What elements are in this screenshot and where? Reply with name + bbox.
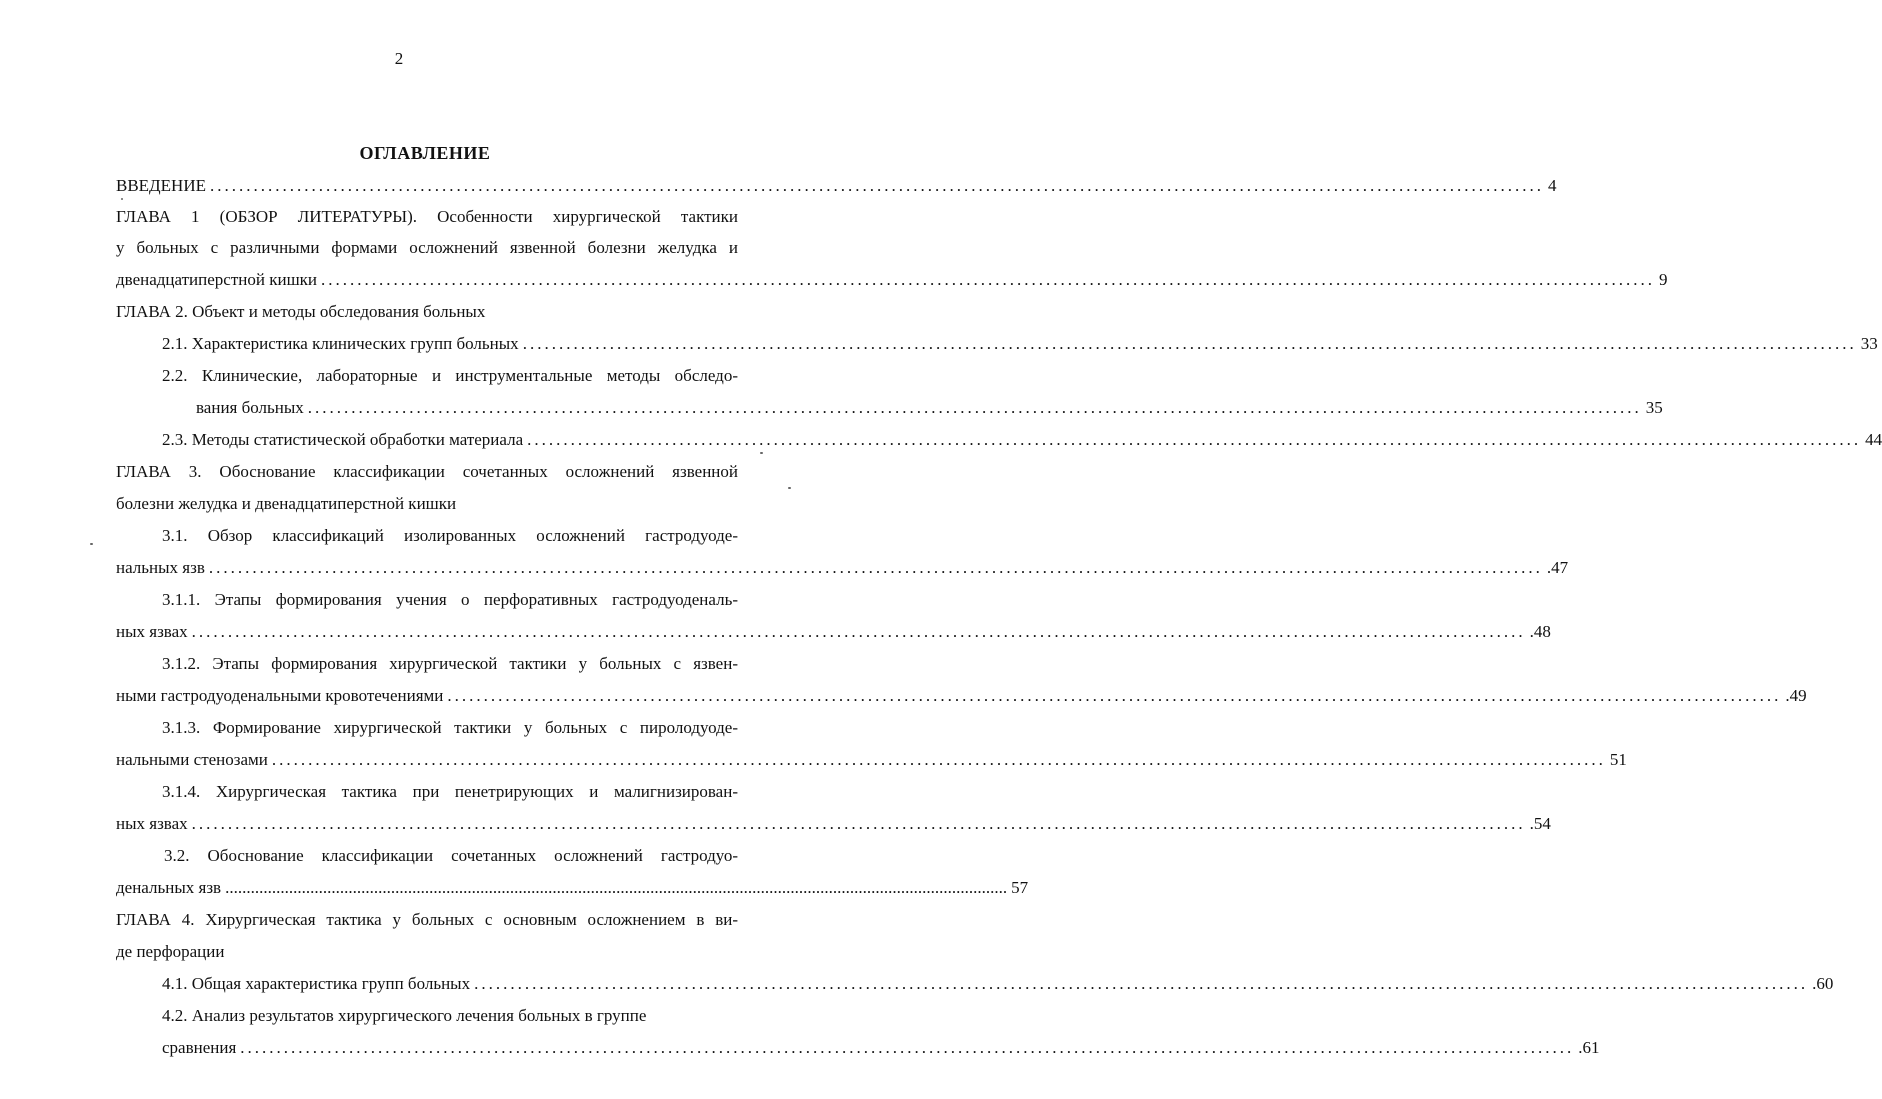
toc-leader-dots: ........................................................................................................................................................................................ [240,1038,1575,1057]
toc-leader-dots: ........................................................................................................................................................................................ [271,750,1606,769]
toc-entry-chapter-1-line-2[interactable]: у больных с различными формами осложнений язвенной болезни желудка и [116,238,738,257]
toc-page-number: 4 [1547,176,1557,195]
toc-entry-text: вания больных [196,398,304,417]
toc-entry-chapter-4-line-2[interactable]: де перфорации [116,942,225,961]
toc-entry-text: нальными стенозами [116,750,268,769]
toc-entry-introduction[interactable] [116,170,1557,202]
toc-entry-3-1-3-last[interactable] [116,744,1627,776]
toc-leader-dots: ........................................................................................................................................................................................ [225,878,1008,897]
toc-entry-3-1-3-line-1[interactable]: 3.1.3. Формирование хирургической тактики у больных с пиролодуоде- [162,718,738,737]
toc-entry-text: денальных язв [116,878,222,897]
toc-entry-text: ных язвах [116,814,188,833]
toc-page-number: .60 [1812,974,1834,993]
toc-entry-text: нальных язв [116,558,205,577]
toc-title: ОГЛАВЛЕНИЕ [359,143,491,163]
toc-entry-3-1-last[interactable] [116,552,1569,584]
scan-speck [788,487,791,489]
toc-entry-chapter-3-line-2[interactable]: болезни желудка и двенадцатиперстной кишки [116,494,457,513]
toc-entry-2-3[interactable] [162,424,1882,456]
toc-entry-text: двенадцатиперстной кишки [116,270,318,289]
toc-leader-dots: ........................................................................................................................................................................................ [208,558,1543,577]
toc-page-number: .61 [1578,1038,1600,1057]
toc-entry-3-1-2-line-1[interactable]: 3.1.2. Этапы формирования хирургической тактики у больных с язвен- [162,654,738,673]
toc-entry-3-1-1-last[interactable] [116,616,1551,648]
toc-entry-3-1-1-line-1[interactable]: 3.1.1. Этапы формирования учения о перфоративных гастродуоденаль- [162,590,738,609]
toc-entry-2-2-last[interactable] [196,392,1663,424]
toc-entry-2-2-line-1[interactable]: 2.2. Клинические, лабораторные и инструментальные методы обследо- [162,366,738,385]
toc-page-number: .49 [1785,686,1807,705]
scan-speck [90,543,93,545]
toc-entry-chapter-4-line-1[interactable]: ГЛАВА 4. Хирургическая тактика у больных с основным осложнением в ви- [116,910,738,929]
toc-entry-text: сравнения [162,1038,237,1057]
toc-entry-text: 2.1. Характеристика клинических групп больных [162,334,519,353]
toc-entry-text: 4.1. Общая характеристика групп больных [162,974,471,993]
toc-leader-dots: ........................................................................................................................................................................................ [209,176,1544,195]
toc-entry-4-2-last[interactable] [162,1032,1600,1064]
scan-speck [760,452,763,454]
toc-leader-dots: ........................................................................................................................................................................................ [321,270,1656,289]
toc-entry-chapter-1-last[interactable] [116,264,1668,296]
toc-page-number: 51 [1609,750,1627,769]
toc-entry-text: ных язвах [116,622,188,641]
toc-leader-dots: ........................................................................................................................................................................................ [191,814,1526,833]
toc-leader-dots: ........................................................................................................................................................................................ [191,622,1526,641]
toc-entry-3-2-last[interactable] [116,872,1029,904]
toc-entry-2-1[interactable] [162,328,1878,360]
toc-entry-chapter-1-line-1[interactable]: ГЛАВА 1 (ОБЗОР ЛИТЕРАТУРЫ). Особенности хирургической тактики [116,207,738,226]
toc-leader-dots: ........................................................................................................................................................................................ [527,430,1862,449]
toc-page-number: 44 [1865,430,1882,449]
toc-entry-text: 2.3. Методы статистической обработки материала [162,430,524,449]
toc-entry-4-2-line-1[interactable]: 4.2. Анализ результатов хирургического лечения больных в группе [162,1006,647,1025]
toc-leader-dots: ........................................................................................................................................................................................ [307,398,1642,417]
toc-leader-dots: ........................................................................................................................................................................................ [522,334,1857,353]
toc-entry-4-1[interactable] [162,968,1834,1000]
toc-entry-3-2-line-1[interactable]: 3.2. Обоснование классификации сочетанных осложнений гастродуо- [164,846,738,865]
toc-leader-dots: ........................................................................................................................................................................................ [447,686,1782,705]
toc-entry-3-1-line-1[interactable]: 3.1. Обзор классификаций изолированных осложнений гастродуоде- [162,526,738,545]
toc-page-number: .47 [1546,558,1569,577]
toc-entry-3-1-2-last[interactable] [116,680,1807,712]
toc-page-number: .48 [1529,622,1551,641]
toc-page-number: .54 [1529,814,1551,833]
page-number: 2 [394,49,404,68]
toc-page-number: 35 [1645,398,1663,417]
toc-entry-chapter-2[interactable]: ГЛАВА 2. Объект и методы обследования больных [116,302,486,321]
toc-entry-text: ВВЕДЕНИЕ [116,176,206,195]
toc-page-number: 33 [1860,334,1878,353]
toc-entry-3-1-4-last[interactable] [116,808,1551,840]
toc-entry-3-1-4-line-1[interactable]: 3.1.4. Хирургическая тактика при пенетрирующих и малигнизирован- [162,782,738,801]
toc-page-number: 57 [1011,878,1029,897]
scan-speck [121,198,123,200]
toc-entry-chapter-3-line-1[interactable]: ГЛАВА 3. Обоснование классификации сочетанных осложнений язвенной [116,462,738,481]
toc-page-number: 9 [1659,270,1668,289]
toc-leader-dots: ........................................................................................................................................................................................ [474,974,1809,993]
toc-entry-text: ными гастродуоденальными кровотечениями [116,686,444,705]
